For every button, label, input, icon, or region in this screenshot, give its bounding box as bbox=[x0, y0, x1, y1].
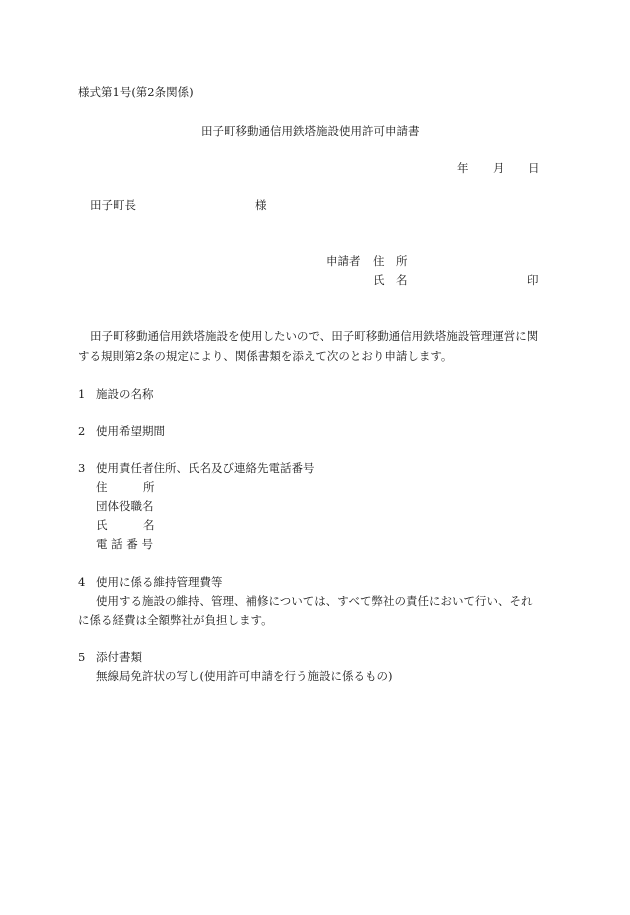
item-number: 4 bbox=[78, 575, 86, 589]
item-heading: 使用に係る維持管理費等 bbox=[96, 575, 223, 589]
applicant-label: 申請者 bbox=[326, 254, 361, 268]
field-phone-number: 電 話 番 号 bbox=[96, 537, 153, 551]
item-number: 1 bbox=[78, 387, 86, 401]
addressee-name: 田子町長 bbox=[90, 198, 136, 212]
item-body-line: 使用する施設の維持、管理、補修については、すべて弊社の責任において行い、それ bbox=[96, 594, 533, 608]
item-number: 5 bbox=[78, 650, 86, 664]
item-heading: 添付書類 bbox=[96, 650, 142, 664]
item-heading: 使用希望期間 bbox=[96, 424, 165, 438]
item-body-line: 無線局免許状の写し(使用許可申請を行う施設に係るもの) bbox=[96, 669, 393, 683]
form-number: 様式第1号(第2条関係) bbox=[78, 85, 194, 99]
intro-line: する規則第2条の規定により、関係書類を添えて次のとおり申請します。 bbox=[78, 349, 453, 363]
item-number: 3 bbox=[78, 461, 86, 475]
field-address-part1: 住 bbox=[96, 480, 108, 494]
date-month: 月 bbox=[493, 161, 505, 175]
item-body-line: に係る経費は全額弊社が負担します。 bbox=[78, 613, 273, 627]
field-name-part2: 名 bbox=[143, 518, 155, 532]
field-name-part1: 氏 bbox=[96, 518, 108, 532]
date-year: 年 bbox=[457, 161, 469, 175]
field-organization-title: 団体役職名 bbox=[96, 499, 154, 513]
date-day: 日 bbox=[528, 161, 540, 175]
field-address-part2: 所 bbox=[143, 480, 155, 494]
applicant-address-label: 住 所 bbox=[373, 254, 408, 268]
applicant-seal: 印 bbox=[527, 273, 539, 287]
item-number: 2 bbox=[78, 424, 86, 438]
applicant-name-label: 氏 名 bbox=[373, 273, 408, 287]
addressee-honorific: 様 bbox=[255, 198, 267, 212]
item-heading: 施設の名称 bbox=[96, 387, 154, 401]
document-title: 田子町移動通信用鉄塔施設使用許可申請書 bbox=[201, 124, 420, 138]
intro-line: 田子町移動通信用鉄塔施設を使用したいので、田子町移動通信用鉄塔施設管理運営に関 bbox=[90, 329, 539, 343]
item-heading: 使用責任者住所、氏名及び連絡先電話番号 bbox=[96, 461, 315, 475]
